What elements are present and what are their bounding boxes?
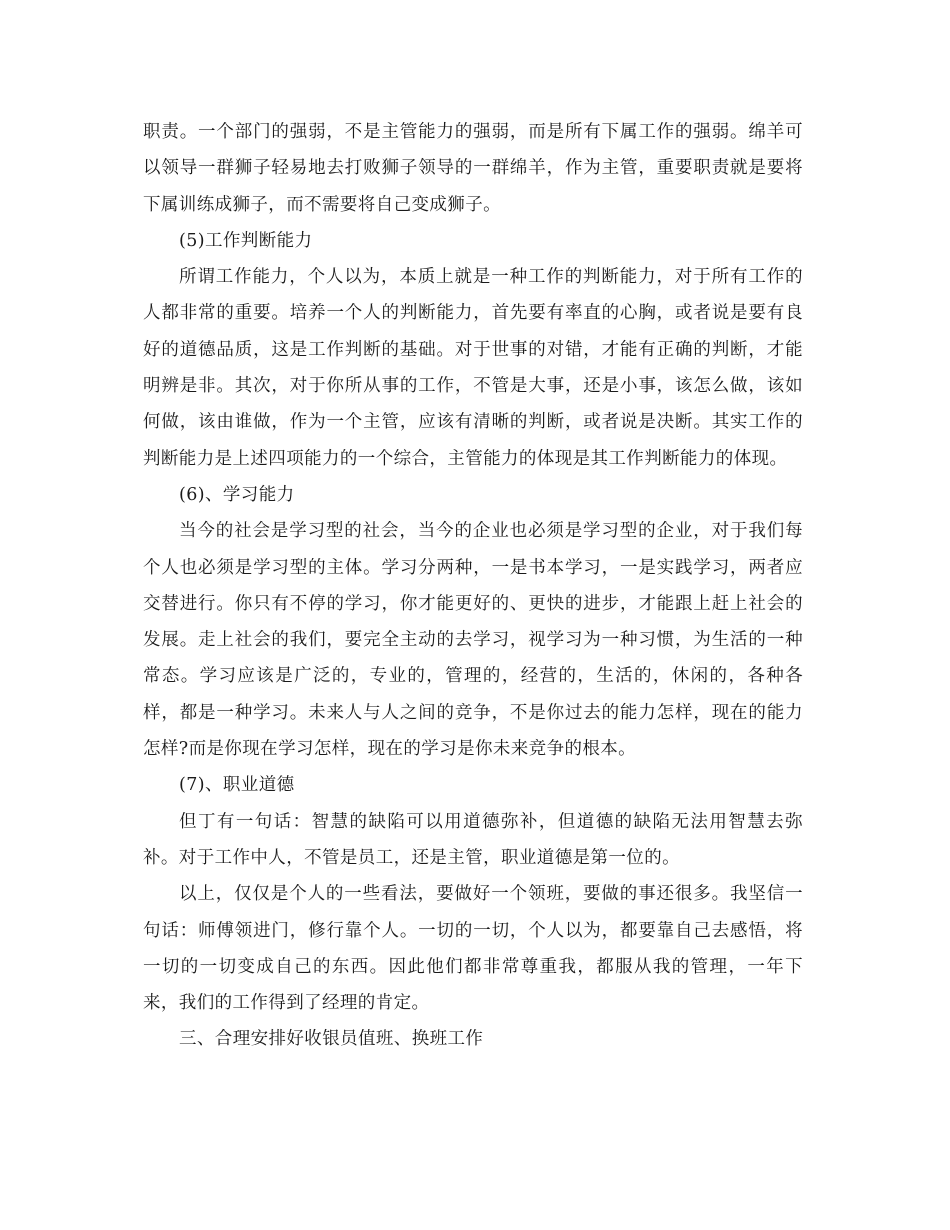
section-heading-learning: (6)、学习能力 — [179, 484, 295, 505]
paragraph-continuation: 职责。一个部门的强弱，不是主管能力的强弱，而是所有下属工作的强弱。绵羊可以领导一群狮子轻易地去打败狮子领导的一群绵羊，作为主管，重要职责就是要将下属训练成狮子，而不需要将自己变成狮子。 — [143, 122, 803, 215]
paragraph-conclusion: 以上，仅仅是个人的一些看法，要做好一个领班，要做的事还很多。我坚信一句话：师傅领进门，修行靠个人。一切的一切，个人以为，都要靠自己去感悟，将一切的一切变成自己的东西。因此他们都非常尊重我，都服从我的管理，一年下来，我们的工作得到了经理的肯定。 — [143, 884, 803, 1014]
section-heading-judgment: (5)工作判断能力 — [179, 230, 313, 251]
paragraph-judgment: 所谓工作能力，个人以为，本质上就是一种工作的判断能力，对于所有工作的人都非常的重要。培养一个人的判断能力，首先要有率直的心胸，或者说是要有良好的道德品质，这是工作判断的基础。对于世事的对错，才能有正确的判断，才能明辨是非。其次，对于你所从事的工作，不管是大事，还是小事，该怎么做，该如何做，该由谁做，作为一个主管，应该有清晰的判断，或者说是决断。其实工作的判断能力是上述四项能力的一个综合，主管能力的体现是其工作判断能力的体现。 — [143, 267, 803, 469]
paragraph-ethics: 但丁有一句话：智慧的缺陷可以用道德弥补，但道德的缺陷无法用智慧去弥补。对于工作中人，不管是员工，还是主管，职业道德是第一位的。 — [143, 811, 803, 868]
section-heading-ethics: (7)、职业道德 — [179, 775, 295, 796]
section-heading-three: 三、合理安排好收银员值班、换班工作 — [179, 1029, 484, 1050]
document-body — [143, 114, 803, 1058]
paragraph-learning: 当今的社会是学习型的社会，当今的企业也必须是学习型的企业，对于我们每个人也必须是学习型的主体。学习分两种，一是书本学习，一是实践学习，两者应交替进行。你只有不停的学习，你才能更好的、更快的进步，才能跟上赶上社会的发展。走上社会的我们，要完全主动的去学习，视学习为一种习惯，为生活的一种常态。学习应该是广泛的，专业的，管理的，经营的，生活的，休闲的，各种各样，都是一种学习。未来人与人之间的竞争，不是你过去的能力怎样，现在的能力怎样?而是你现在学习怎样，现在的学习是你未来竞争的根本。 — [143, 521, 803, 760]
